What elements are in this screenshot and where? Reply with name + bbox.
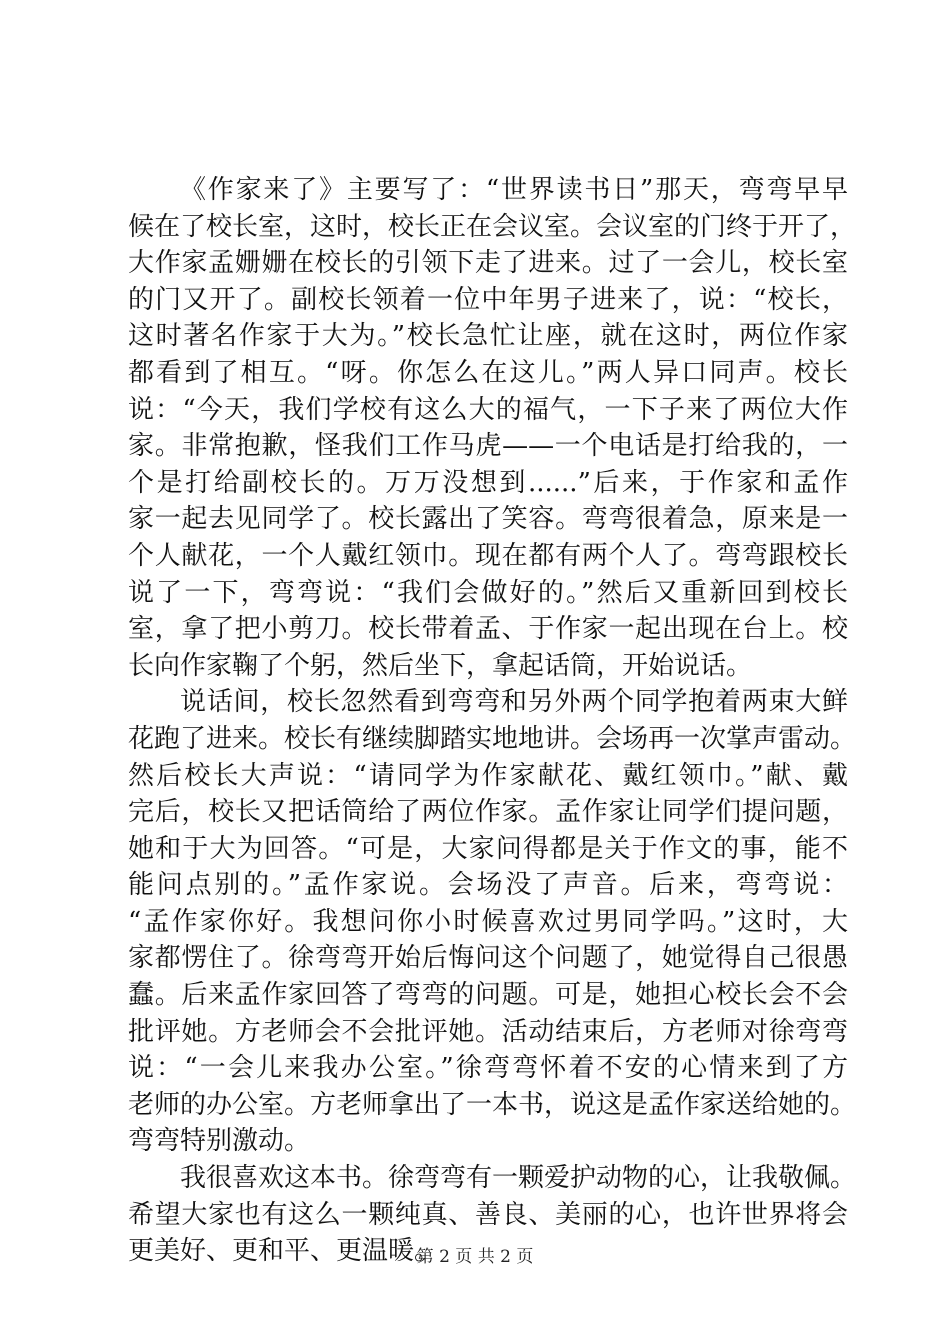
text-line: 蠢。后来孟作家回答了弯弯的问题。可是，她担心校长会不会	[128, 980, 848, 1011]
text-line: 长向作家鞠了个躬，然后坐下，拿起话筒，开始说话。	[128, 650, 753, 681]
paragraph-1	[128, 172, 857, 684]
text-line: 《作家来了》主要写了：“世界读书日”那天，弯弯早早	[180, 175, 848, 205]
text-line: 家。非常抱歉，怪我们工作马虎——一个电话是打给我的，一	[128, 431, 848, 462]
text-line: 家都愣住了。徐弯弯开始后悔问这个问题了，她觉得自己很愚	[128, 943, 848, 974]
text-line: 室，拿了把小剪刀。校长带着孟、于作家一起出现在台上。校	[128, 614, 848, 645]
text-line: 候在了校长室，这时，校长正在会议室。会议室的门终于开了，	[128, 211, 857, 242]
document-body	[128, 172, 857, 1270]
page-number-footer: 第 2 页 共 2 页	[416, 1247, 534, 1267]
text-line: 都看到了相互。“呀。你怎么在这儿。”两人异口同声。校长	[128, 357, 848, 388]
text-line: 大作家孟姗姗在校长的引领下走了进来。过了一会儿，校长室	[128, 248, 848, 279]
text-line: 能问点别的。”孟作家说。会场没了声音。后来，弯弯说：	[128, 870, 848, 901]
text-line: 我很喜欢这本书。徐弯弯有一颗爱护动物的心，让我敬佩。	[180, 1163, 857, 1194]
text-line: 说：“今天，我们学校有这么大的福气，一下子来了两位大作	[128, 394, 848, 425]
text-line: 说：“一会儿来我办公室。”徐弯弯怀着不安的心情来到了方	[128, 1053, 848, 1084]
text-line: 弯弯特别激动。	[128, 1126, 311, 1157]
text-line: 她和于大为回答。“可是，大家问得都是关于作文的事，能不	[128, 833, 848, 864]
text-line: 完后，校长又把话筒给了两位作家。孟作家让同学们提问题，	[128, 797, 848, 828]
text-line: 个人献花，一个人戴红领巾。现在都有两个人了。弯弯跟校长	[128, 540, 848, 571]
text-line: “孟作家你好。我想问你小时候喜欢过男同学吗。”这时，大	[128, 906, 848, 937]
text-line: 花跑了进来。校长有继续脚踏实地地讲。会场再一次掌声雷动。	[128, 723, 857, 754]
text-line: 老师的办公室。方老师拿出了一本书，说这是孟作家送给她的。	[128, 1089, 857, 1120]
paragraph-2	[128, 684, 857, 1160]
text-line: 批评她。方老师会不会批评她。活动结束后，方老师对徐弯弯	[128, 1016, 848, 1047]
text-line: 更美好、更和平、更温暖。	[128, 1236, 441, 1267]
text-line: 说话间，校长忽然看到弯弯和另外两个同学抱着两束大鲜	[180, 687, 848, 718]
text-line: 的门又开了。副校长领着一位中年男子进来了，说：“校长，	[128, 284, 848, 315]
text-line: 然后校长大声说：“请同学为作家献花、戴红领巾。”献、戴	[128, 760, 848, 791]
text-line: 这时著名作家于大为。”校长急忙让座，就在这时，两位作家	[128, 321, 848, 352]
text-line: 家一起去见同学了。校长露出了笑容。弯弯很着急，原来是一	[128, 504, 848, 535]
text-line: 希望大家也有这么一颗纯真、善良、美丽的心，也许世界将会	[128, 1199, 848, 1230]
text-line: 说了一下，弯弯说：“我们会做好的。”然后又重新回到校长	[128, 577, 848, 608]
text-line: 个是打给副校长的。万万没想到......”后来，于作家和孟作	[128, 467, 848, 498]
